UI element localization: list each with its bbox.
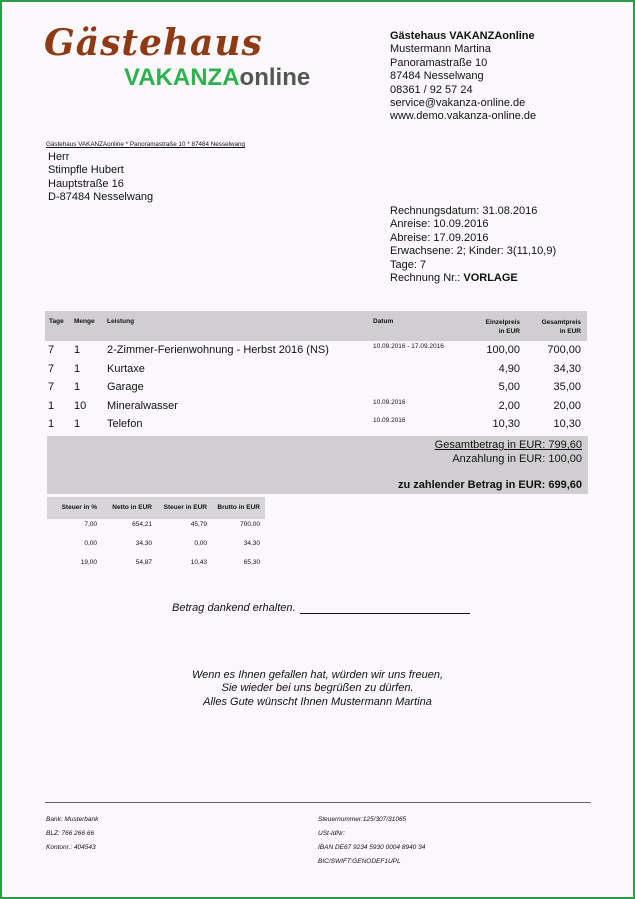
- tax-amount: 10,43: [190, 559, 207, 566]
- footer-vat-id: USt-IdNr:: [318, 830, 346, 837]
- tax-rate: 19,00: [80, 559, 97, 566]
- guest-count: Erwachsene: 2; Kinder: 3(11,10,9): [390, 245, 557, 258]
- payment-received: [172, 602, 470, 614]
- table-row: [45, 360, 587, 378]
- logo-brand-gray: online: [239, 64, 311, 91]
- recipient-street: Hauptstraße 16: [48, 177, 124, 190]
- tax-table-header: [47, 497, 265, 519]
- header-unit-price-line1: Einzelpreis: [485, 319, 520, 326]
- tax-net: 54,87: [135, 559, 152, 566]
- header-unit-price: [486, 318, 520, 336]
- tax-net: 654,21: [132, 521, 152, 528]
- sender-web[interactable]: www.demo.vakanza-online.de: [390, 110, 537, 123]
- tax-row: [47, 540, 265, 554]
- header-days: Tage: [49, 318, 64, 325]
- logo-text-bottom: [124, 64, 310, 92]
- sender-name: Gästehaus VAKANZAonline: [390, 30, 535, 42]
- footer-bank: Bank: Musterbank: [46, 816, 99, 823]
- table-row: [45, 378, 587, 396]
- header-unit-price-line2: in EUR: [498, 328, 520, 335]
- row-total: 35,00: [553, 381, 581, 393]
- table-row: [45, 397, 587, 415]
- tax-header-gross: Brutto in EUR: [217, 504, 260, 511]
- items-table-header: [45, 311, 587, 341]
- footer-bic: BIC/SWIFT:GENODEF1UPL: [318, 858, 401, 865]
- row-days: 7: [48, 381, 55, 393]
- footer-bank-info: [46, 813, 98, 855]
- row-days: 7: [48, 363, 55, 375]
- row-qty: 10: [74, 400, 87, 412]
- row-service: Kurtaxe: [107, 363, 145, 375]
- tax-net: 34,30: [135, 540, 152, 547]
- tax-rate: 0,00: [84, 540, 97, 547]
- row-qty: 1: [74, 418, 81, 430]
- row-unit-price: 100,00: [486, 344, 520, 356]
- gross-total: Gesamtbetrag in EUR: 799,60: [434, 439, 582, 451]
- footer-account: Kontonr.: 404543: [46, 844, 96, 851]
- amount-due: zu zahlender Betrag in EUR: 699,60: [398, 479, 582, 491]
- row-date: 10.09.2016: [373, 399, 406, 406]
- header-total: [542, 318, 581, 336]
- sender-street: Panoramastraße 10: [390, 56, 488, 69]
- sender-return-line: Gästehaus VAKANZAonline * Panoramastraße 10 * 87484 Nesselwang: [46, 141, 246, 148]
- tax-row: [47, 559, 265, 573]
- tax-rate: 7,00: [84, 521, 97, 528]
- logo-brand-green: VAKANZA: [124, 64, 240, 91]
- payment-received-text: Betrag dankend erhalten.: [172, 602, 296, 614]
- logo-text-top: Gästehaus: [44, 22, 263, 64]
- invoice-number-label: Rechnung Nr.:: [390, 272, 464, 285]
- row-days: 1: [48, 400, 55, 412]
- tax-gross: 34,30: [243, 540, 260, 547]
- header-total-line1: Gesamtpreis: [541, 319, 581, 326]
- row-total: 34,30: [553, 363, 581, 375]
- row-total: 10,30: [553, 418, 581, 430]
- totals-box: [47, 436, 588, 494]
- sender-phone: 08361 / 92 57 24: [390, 83, 473, 96]
- row-service: 2-Zimmer-Ferienwohnung - Herbst 2016 (NS): [107, 344, 329, 356]
- recipient-city: D-87484 Nesselwang: [48, 191, 154, 204]
- tax-row: [47, 521, 265, 535]
- row-qty: 1: [74, 381, 81, 393]
- row-unit-price: 5,00: [498, 381, 520, 393]
- row-date: 10.09.2016: [373, 417, 406, 424]
- closing-line-1: Wenn es Ihnen gefallen hat, würden wir uns freuen,: [191, 669, 444, 681]
- invoice-number: [390, 272, 556, 285]
- signature-line: [300, 603, 470, 614]
- row-unit-price: 10,30: [492, 418, 520, 430]
- sender-address: [390, 30, 536, 124]
- header-date: Datum: [373, 318, 394, 325]
- footer-tax-number: Steuernummer:125/307/31065: [318, 816, 407, 823]
- row-service: Garage: [107, 381, 144, 393]
- recipient-name: Stimpfle Hubert: [48, 164, 124, 177]
- row-date: 10.09.2016 - 17.09.2016: [373, 343, 444, 350]
- header-total-line2: in EUR: [559, 328, 581, 335]
- tax-header-net: Netto in EUR: [112, 504, 152, 511]
- sender-email[interactable]: service@vakanza-online.de: [390, 97, 526, 110]
- row-service: Telefon: [107, 418, 143, 430]
- closing-line-3: Alles Gute wünscht Ihnen Mustermann Martina: [203, 695, 432, 708]
- row-days: 1: [48, 418, 55, 430]
- table-row: [45, 341, 587, 359]
- row-qty: 1: [74, 363, 81, 375]
- footer-blz: BLZ: 766 266 66: [46, 830, 95, 837]
- arrival-date: Anreise: 10.09.2016: [390, 218, 489, 231]
- row-qty: 1: [74, 344, 81, 356]
- sender-contact: Mustermann Martina: [390, 43, 491, 56]
- sender-city: 87484 Nesselwang: [390, 70, 484, 83]
- closing-line-2: Sie wieder bei uns begrüßen zu dürfen.: [221, 682, 414, 695]
- row-unit-price: 4,90: [498, 363, 520, 375]
- footer-divider: [45, 802, 591, 803]
- invoice-number-value: VORLAGE: [463, 272, 518, 285]
- tax-amount: 0,00: [194, 540, 207, 547]
- closing-text: [0, 669, 635, 709]
- invoice-date: Rechnungsdatum: 31.08.2016: [390, 205, 538, 217]
- header-qty: Menge: [74, 318, 95, 325]
- invoice-meta: [390, 205, 556, 285]
- recipient-address: [48, 151, 153, 205]
- tax-amount: 45,79: [190, 521, 207, 528]
- footer-iban: IBAN DE67 9234 5930 0004 8940 34: [318, 844, 426, 851]
- row-total: 700,00: [547, 344, 581, 356]
- header-service: Leistung: [107, 318, 135, 325]
- day-count: Tage: 7: [390, 258, 427, 271]
- departure-date: Abreise: 17.09.2016: [390, 231, 489, 244]
- tax-gross: 65,30: [243, 559, 260, 566]
- row-service: Mineralwasser: [107, 400, 178, 412]
- table-row: [45, 415, 587, 433]
- recipient-salutation: Herr: [48, 151, 70, 163]
- row-total: 20,00: [553, 400, 581, 412]
- row-days: 7: [48, 344, 55, 356]
- row-unit-price: 2,00: [498, 400, 520, 412]
- tax-gross: 700,00: [240, 521, 260, 528]
- deposit: Anzahlung in EUR: 100,00: [452, 453, 582, 465]
- tax-header-rate: Steuer in %: [61, 504, 97, 511]
- footer-tax-info: [318, 813, 425, 869]
- tax-header-tax: Steuer in EUR: [163, 504, 207, 511]
